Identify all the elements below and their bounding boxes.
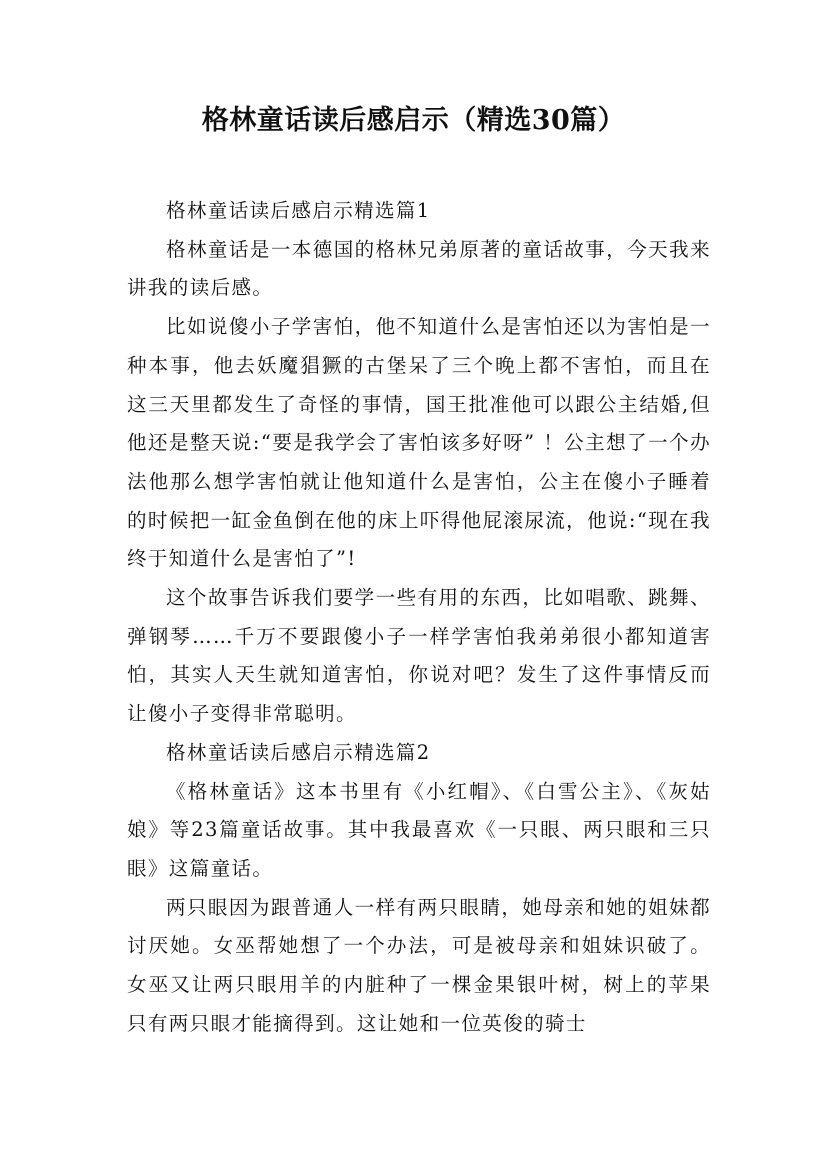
section-heading: 格林童话读后感启示精选篇1 [166,199,431,222]
body-paragraph: 《格林童话》这本书里有《小红帽》、《白雪公主》、《灰姑娘》等23篇童话故事。其中我最喜欢《一只眼、两只眼和三只眼》这篇童话。 [127,779,711,880]
section-heading: 格林童话读后感启示精选篇2 [166,740,431,764]
body-paragraph: 这个故事告诉我们要学一些有用的东西，比如唱歌、跳舞、弹钢琴……千万不要跟傻小子一样学害怕我弟弟很小都知道害怕，其实人天生就知道害怕，你说对吧？发生了这件事情反而让傻小子变得非常聪明。 [127,586,711,726]
document-title: 格林童话读后感启示（精选30篇） [201,105,626,136]
document-body [127,192,711,1043]
body-paragraph: 比如说傻小子学害怕，他不知道什么是害怕还以为害怕是一种本事，他去妖魔猖獗的古堡呆了三个晚上都不害怕，而且在这三天里都发生了奇怪的事情，国王批准他可以跟公主结婚,但他还是整天说:“要是我学会了害怕该多好呀” ！公主想了一个办法他那么想学害怕就让他知道什么是害怕，公主在傻小子睡着的时候把一缸金鱼倒在他的床上吓得他屁滚尿流，他说:“现在我终于知道什么是害怕了”! [127,315,711,571]
body-paragraph: 格林童话是一本德国的格林兄弟原著的童话故事，今天我来讲我的读后感。 [127,237,711,300]
body-paragraph: 两只眼因为跟普通人一样有两只眼睛，她母亲和她的姐妹都讨厌她。女巫帮她想了一个办法，可是被母亲和姐妹识破了。女巫又让两只眼用羊的内脏种了一棵金果银叶树，树上的苹果只有两只眼才能摘得到。这让她和一位英俊的骑士 [127,895,711,1035]
